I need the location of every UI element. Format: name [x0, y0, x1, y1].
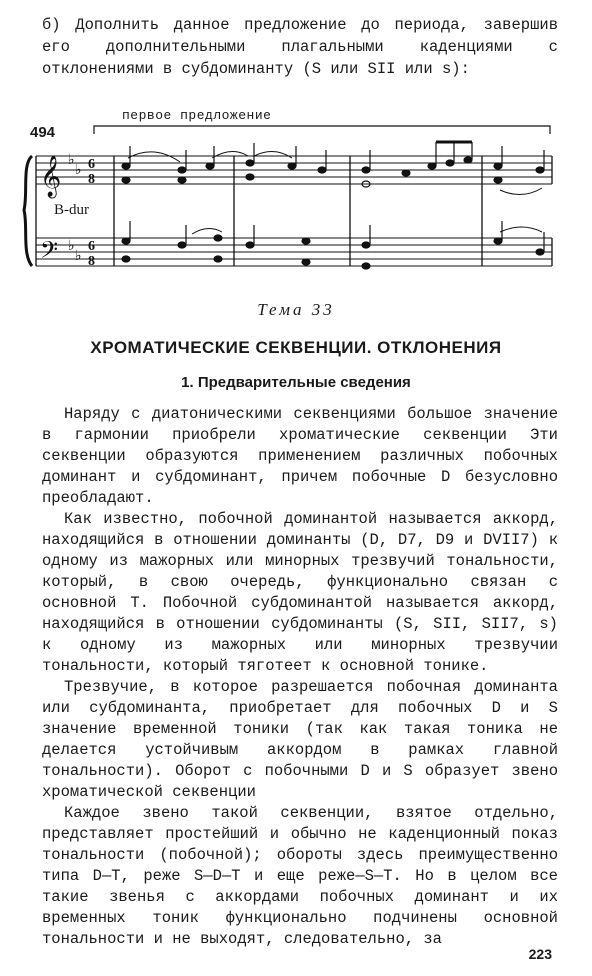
- phrase-label: первое предложение: [122, 108, 272, 123]
- example-number: 494: [30, 124, 56, 141]
- music-example: [22, 104, 562, 274]
- svg-text:♭: ♭: [68, 152, 75, 168]
- paragraph: Трезвучие, в которое разрешается побочная доминанта или субдоминанта, приобретает для побочных D и S значение временной тоники (так как такая тоника не делается устойчивым аккордом в рамках главной тональности). Оборот с побочными D и S образует звено хроматической секвенции: [42, 678, 558, 801]
- chapter-title: ХРОМАТИЧЕСКИЕ СЕКВЕНЦИИ. ОТКЛОНЕНИЯ: [90, 338, 502, 357]
- svg-text:♭: ♭: [75, 162, 82, 178]
- section-title: 1. Предварительные сведения: [181, 374, 411, 391]
- svg-text:♭: ♭: [68, 238, 75, 254]
- page-number: 223: [528, 946, 552, 962]
- paragraph: Как известно, побочной доминантой называется аккорд, находящийся в отношении доминанты (D, D7, D9 и DVII7) к одному из мажорных или минорных трезвучий тональности, который, в свою очередь, функционально связан с основной Т. Побочной субдоминантой называется аккорд, находящийся в отношении субдоминанты (S, SII, SII7, s) к одному из мажорных или минорных трезвучии тональности, который тяготеет к основной тонике.: [42, 510, 558, 675]
- treble-clef-icon: 𝄞: [40, 156, 62, 197]
- exercise-instruction: [42, 14, 558, 80]
- grand-staff: [22, 104, 562, 274]
- svg-text:6: 6: [88, 239, 95, 254]
- svg-text:♭: ♭: [75, 248, 82, 264]
- theme-title: Тема 33: [257, 300, 335, 319]
- svg-text:6: 6: [88, 157, 95, 172]
- svg-text:8: 8: [88, 172, 95, 187]
- bass-clef-icon: 𝄢: [40, 236, 59, 269]
- paragraph: Каждое звено такой секвенции, взятое отдельно, представляет простейший и обычно не каденционный показ тональности (побочной); обороты здесь преимущественно типа D—T, реже S—D—T и еще реже—S—T. Но в целом все такие звенья с аккордами побочных доминант и их временных тоник функционально подчинены основной тональности и не выходят, следовательно, за: [42, 804, 558, 948]
- key-label: B-dur: [54, 202, 89, 218]
- svg-text:8: 8: [88, 254, 95, 269]
- exercise-instruction-text: б) Дополнить данное предложение до периода, завершив его дополнительными плагальными каденциями с отклонениями в субдоминанту (S или SII или s):: [42, 16, 558, 78]
- body-text: [42, 404, 558, 950]
- paragraph: Наряду с диатоническими секвенциями большое значение в гармонии приобрели хроматические секвенции Эти секвенции образуются применением различных побочных доминант и субдоминант, причем побочные D безусловно преобладают.: [42, 405, 558, 507]
